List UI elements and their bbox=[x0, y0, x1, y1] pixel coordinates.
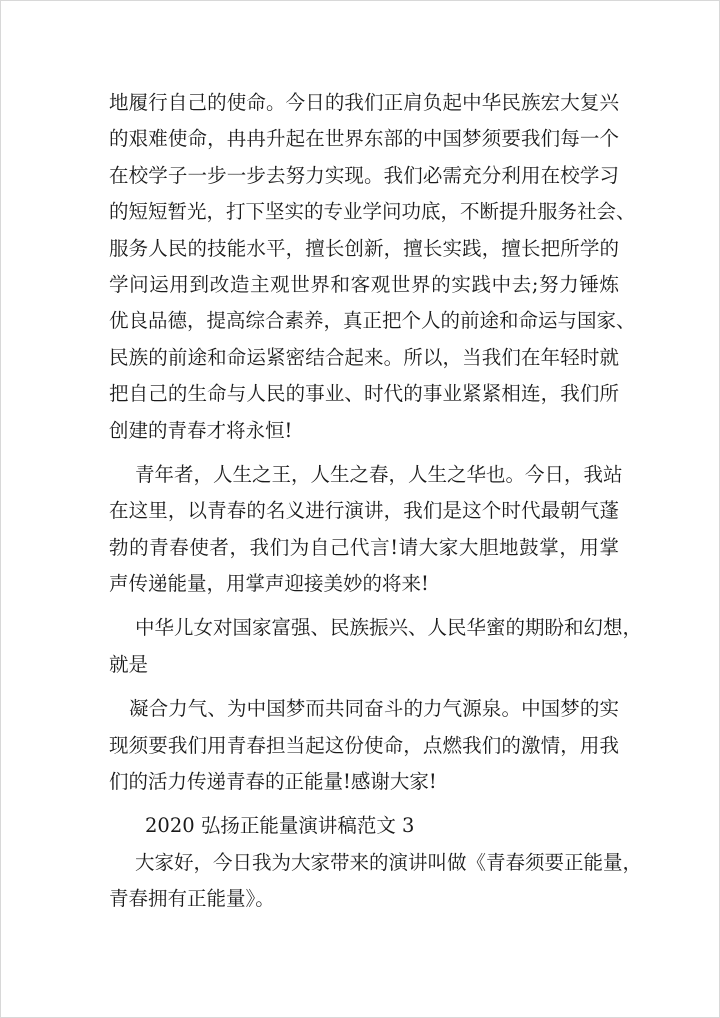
text-line: 的短短暂光，打下坚实的专业学问功底，不断提升服务社会、 bbox=[109, 200, 636, 224]
section-heading bbox=[109, 808, 619, 844]
text-line: 中华儿女对国家富强、民族振兴、人民华蜜的期盼和幻想， bbox=[135, 616, 643, 640]
text-line: 青春拥有正能量》。 bbox=[109, 887, 275, 911]
text-line: 现须要我们用青春担当起这份使命，点燃我们的激情，用我 bbox=[109, 733, 619, 757]
text-line: 的艰难使命，冉冉升起在世界东部的中国梦须要我们每一个 bbox=[109, 127, 619, 151]
paragraph-5 bbox=[109, 845, 643, 918]
paragraph-3 bbox=[109, 610, 643, 683]
text-line: 创建的青春才将永恒! bbox=[109, 418, 293, 442]
text-line: 服务人民的技能水平，擅长创新，擅长实践，擅长把所学的 bbox=[109, 236, 619, 260]
text-line: 民族的前途和命运紧密结合起来。所以，当我们在年轻时就 bbox=[109, 345, 619, 369]
text-line: 优良品德，提高综合素养，真正把个人的前途和命运与国家、 bbox=[109, 309, 636, 333]
text-line: 学问运用到改造主观世界和客观世界的实践中去;努力锤炼 bbox=[109, 272, 619, 296]
text-line: 勃的青春使者，我们为自己代言!请大家大胆地鼓掌，用掌 bbox=[109, 535, 619, 559]
text-line: 在校学子一步一步去努力实现。我们必需充分利用在校学习 bbox=[109, 163, 619, 187]
section-heading-text: 2020 弘扬正能量演讲稿范文 3 bbox=[145, 814, 415, 838]
text-line: 在这里，以青春的名义进行演讲，我们是这个时代最朝气蓬 bbox=[109, 499, 619, 523]
paragraph-1 bbox=[109, 85, 636, 449]
text-line: 声传递能量，用掌声迎接美妙的将来! bbox=[109, 572, 429, 596]
text-line: 就是 bbox=[109, 652, 149, 676]
paragraph-2 bbox=[109, 457, 623, 603]
text-line: 青年者，人生之王，人生之春，人生之华也。今日，我站 bbox=[135, 462, 623, 486]
text-line: 地履行自己的使命。今日的我们正肩负起中华民族宏大复兴 bbox=[109, 91, 619, 114]
document-body bbox=[109, 85, 643, 918]
text-line: 凝合力气、为中国梦而共同奋斗的力气源泉。中国梦的实 bbox=[129, 697, 619, 721]
text-line: 大家好，今日我为大家带来的演讲叫做《青春须要正能量， bbox=[135, 850, 643, 874]
text-line: 们的活力传递青春的正能量!感谢大家! bbox=[109, 770, 437, 794]
text-line: 把自己的生命与人民的事业、时代的事业紧紧相连，我们所 bbox=[109, 382, 619, 406]
paragraph-4 bbox=[109, 691, 619, 800]
